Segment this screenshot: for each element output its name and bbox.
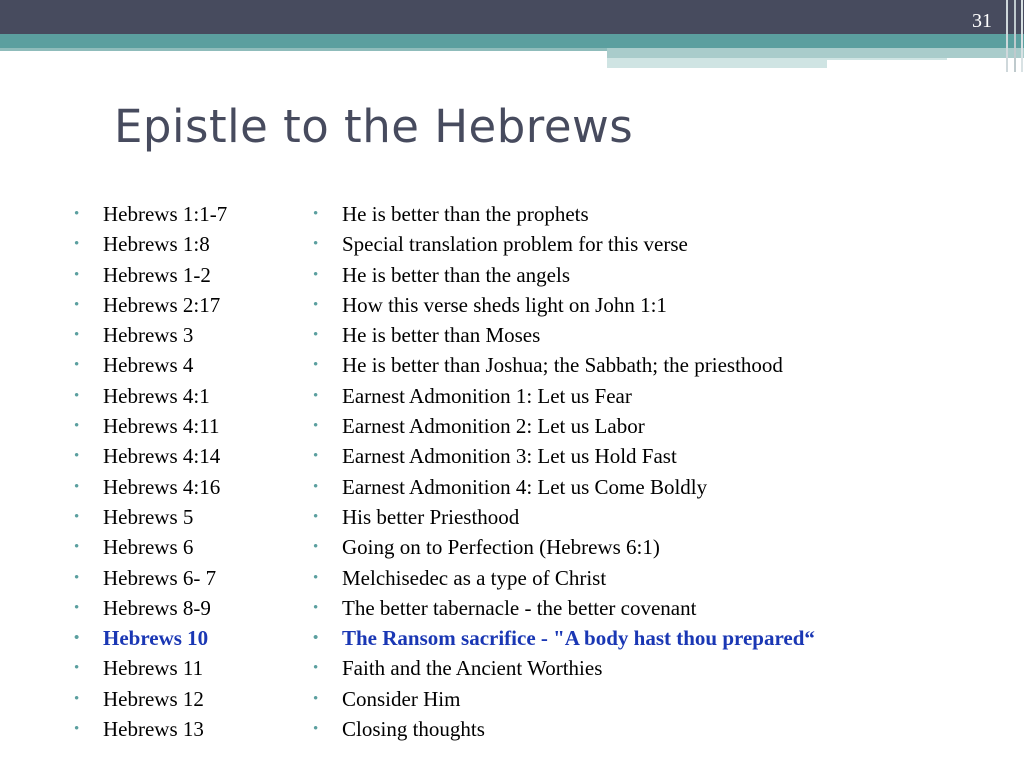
bullet-icon: • [313,236,319,253]
passage-item [74,684,227,714]
bullet-icon: • [313,418,319,435]
passage-item [74,350,227,380]
passage-item-text: Hebrews 11 [103,656,204,681]
topic-item-text: The Ransom sacrifice - "A body hast thou prepared“ [342,626,815,651]
slide-title: Epistle to the Hebrews [114,100,634,153]
bullet-icon: • [74,296,80,313]
topic-item [313,260,815,290]
bullet-icon: • [74,630,80,647]
topic-item [313,563,815,593]
passage-item [74,199,227,229]
topic-item-text: Earnest Admonition 1: Let us Fear [342,383,632,408]
topic-item-text: Closing thoughts [342,717,485,742]
bullet-icon: • [74,721,80,738]
bullet-icon: • [313,721,319,738]
bullet-icon: • [313,660,319,677]
topic-item-text: Earnest Admonition 3: Let us Hold Fast [342,444,677,469]
passage-item-text: Hebrews 3 [103,323,194,348]
passage-item [74,260,227,290]
bullet-icon: • [74,660,80,677]
passage-item [74,532,227,562]
bullet-icon: • [74,690,80,707]
bullet-icon: • [313,690,319,707]
topic-list [313,199,815,744]
passage-item-text: Hebrews 6- 7 [103,565,217,590]
bullet-icon: • [313,478,319,495]
decor-stripe [607,48,1024,58]
topic-item-text: Special translation problem for this verse [342,232,688,257]
passage-item-text: Hebrews 12 [103,686,204,711]
bullet-icon: • [313,539,319,556]
passage-item-text: Hebrews 2:17 [103,292,221,317]
bullet-icon: • [74,539,80,556]
bullet-icon: • [313,448,319,465]
passage-item [74,563,227,593]
topic-item [313,653,815,683]
passage-item [74,653,227,683]
decor-stripe [827,58,947,60]
passage-item [74,623,227,653]
passage-item-text: Hebrews 13 [103,717,204,742]
topic-item-text: He is better than the angels [342,262,571,287]
bullet-icon: • [74,448,80,465]
bullet-icon: • [313,599,319,616]
bullet-icon: • [313,357,319,374]
topic-item-text: Consider Him [342,686,461,711]
passage-item-text: Hebrews 5 [103,504,194,529]
bullet-icon: • [313,206,319,222]
topic-item [313,320,815,350]
passage-item-text: Hebrews 4:16 [103,474,221,499]
passage-item-text: Hebrews 8-9 [103,595,211,620]
bullet-icon: • [74,357,80,374]
bullet-icon: • [74,266,80,283]
passage-item-text: Hebrews 4 [103,353,194,378]
bullet-icon: • [313,508,319,525]
topic-item [313,381,815,411]
topic-item-text: He is better than the prophets [342,202,589,226]
bullet-icon: • [74,508,80,525]
topic-item [313,472,815,502]
bullet-icon: • [74,236,80,253]
topic-item [313,684,815,714]
passage-item-text: Hebrews 1:1-7 [103,202,228,226]
decor-vertical-line [1006,0,1008,72]
passage-item-text: Hebrews 4:1 [103,383,210,408]
topic-item-text: Earnest Admonition 4: Let us Come Boldly [342,474,708,499]
header-bar [0,0,1024,34]
topic-item [313,411,815,441]
bullet-icon: • [313,630,319,647]
topic-item [313,350,815,380]
decor-stripe [0,48,607,51]
topic-item-text: Earnest Admonition 2: Let us Labor [342,414,645,439]
topic-item [313,502,815,532]
topic-item-text: How this verse sheds light on John 1:1 [342,292,667,317]
topic-item [313,532,815,562]
bullet-icon: • [74,206,80,222]
passage-item-text: Hebrews 6 [103,535,194,560]
topic-item [313,714,815,744]
bullet-icon: • [74,387,80,404]
accent-band [0,34,1024,48]
passage-item [74,229,227,259]
bullet-icon: • [313,296,319,313]
bullet-icon: • [313,327,319,344]
bullet-icon: • [74,569,80,586]
topic-item [313,229,815,259]
topic-item [313,623,815,653]
topic-item [313,441,815,471]
decor-vertical-line [1021,0,1023,72]
bullet-icon: • [313,266,319,283]
passage-item [74,411,227,441]
passage-item [74,714,227,744]
passage-item [74,441,227,471]
passage-item-text: Hebrews 1-2 [103,262,211,287]
passage-item [74,381,227,411]
topic-item-text: He is better than Joshua; the Sabbath; the priesthood [342,353,783,378]
decor-stripe [607,58,827,68]
passage-item-text: Hebrews 1:8 [103,232,210,257]
bullet-icon: • [74,327,80,344]
topic-item-text: Going on to Perfection (Hebrews 6:1) [342,535,660,560]
passage-item [74,502,227,532]
bullet-icon: • [74,599,80,616]
passage-item [74,320,227,350]
topic-item-text: The better tabernacle - the better covenant [342,595,697,620]
topic-item [313,199,815,229]
passage-item [74,472,227,502]
passage-item [74,290,227,320]
topic-item-text: Melchisedec as a type of Christ [342,565,607,590]
topic-item-text: His better Priesthood [342,504,520,529]
topic-item-text: He is better than Moses [342,323,541,348]
decor-vertical-line [1014,0,1016,72]
topic-item-text: Faith and the Ancient Worthies [342,656,603,681]
topic-item [313,593,815,623]
passage-list [74,199,227,744]
bullet-icon: • [313,387,319,404]
topic-item [313,290,815,320]
bullet-icon: • [74,418,80,435]
passage-item-text: Hebrews 10 [103,626,209,651]
passage-item [74,593,227,623]
passage-item-text: Hebrews 4:11 [103,414,220,439]
bullet-icon: • [74,478,80,495]
slide-number: 31 [972,10,992,32]
bullet-icon: • [313,569,319,586]
passage-item-text: Hebrews 4:14 [103,444,221,469]
